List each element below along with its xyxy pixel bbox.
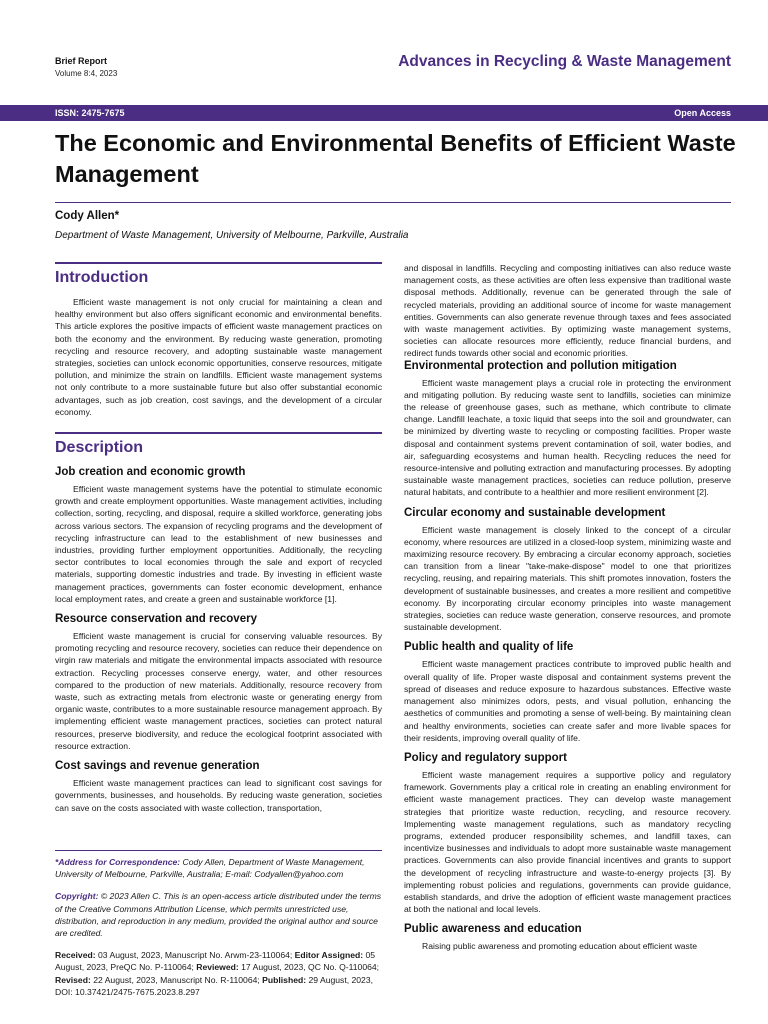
copyright-label: Copyright: [55, 891, 99, 902]
left-column [55, 262, 382, 814]
correspondence-note [55, 856, 382, 880]
volume-info: Volume 8:4, 2023 [55, 69, 118, 78]
editor-label: Editor Assigned: [294, 950, 364, 961]
job-text: Efficient waste management systems have the potential to stimulate economic growth and create employment opportunities. Waste management activities, including collection, sorting, recycling, and disposal, require a skilled workforce, generating jobs across various sectors. The expansion of recycling programs and the development of recycling infrastructure can lead to the establishment of new businesses and industries, providing further employment opportunities. Additionally, the recycling sector contributes to local economies through the sale and export of recycled materials, supporting domestic industries and trade. By investing in efficient waste management practices, governments can foster economic development, enhance local employment rates, and create a green and sustainable workforce [1]. [55, 484, 382, 604]
reviewed-text: 17 August, 2023, QC No. Q-110064; [238, 962, 380, 973]
resource-text: Efficient waste management is crucial for conserving valuable resources. By promoting recycling and resource recovery, societies can reduce their dependence on virgin raw materials and mitigate the environmental impacts associated with resource extraction. Recycling processes conserve energy, water, and other resources compared to the production of new materials. Additionally, resource recovery from waste, such as extracting metals from electronic waste or generating energy from organic waste, contributes to a more sustainable resource management approach. By implementing efficient waste management practices, societies can protect natural resources, preserve biodiversity, and reduce the ecological footprint associated with resource extraction. [55, 631, 382, 751]
header-left [55, 56, 117, 78]
introduction-text: Efficient waste management is not only crucial for maintaining a clean and healthy environment but also offers significant economic and environmental benefits. This article explores the positive impacts of efficient waste management practices on both the economy and the environment. By reducing waste generation, promoting recycling and resource recovery, and adopting sustainable waste management strategies, societies can unlock economic opportunities, conserve resources, mitigate pollution, and minimize the strain on landfills. Efficient waste management systems not only contribute to a more sustainable future but also offer substantial economic advantages, such as job creation, cost savings, and the development of a circular economy. [55, 297, 382, 417]
footnotes [55, 850, 382, 998]
policy-text: Efficient waste management requires a supportive policy and regulatory framework. Governments play a critical role in creating an enabling environment for efficient waste management practices. They can develop waste management strategies that prioritize waste reduction, recycling, and resource recovery. Implementing waste management regulations, such as mandatory recycling programs, extended producer responsibility schemes, and landfill taxes, can incentivize businesses and individuals to adopt more sustainable waste management practices. Governments can also provide financial incentives and grants to support the development of recycling infrastructure and waste-to-energy projects [3]. By implementing robust policies and regulations, governments can provide guidance, establish standards, and drive the adoption of efficient waste management practices at both the national and local levels. [404, 769, 731, 915]
copyright-note [55, 890, 382, 939]
editor-text: 05 August, 2023, PreQC No. P-110064; [55, 950, 376, 973]
revised-text: 22 August, 2023, Manuscript No. R-110064; [90, 974, 263, 985]
circular-heading: Circular economy and sustainable development [404, 506, 666, 519]
journal-name: Advances in Recycling & Waste Management [398, 53, 731, 70]
author-name: Cody Allen* [55, 210, 120, 222]
dates-note [55, 949, 382, 998]
cost-heading: Cost savings and revenue generation [55, 760, 260, 773]
copyright-text: © 2023 Allen C. This is an open-access article distributed under the terms of the Creative Commons Attribution License, which permits unrestricted use, distribution, and reproduction in any medium, provided the original author and source are credited. [55, 891, 382, 939]
cost-text-continued: and disposal in landfills. Recycling and composting initiatives can also reduce waste management costs, as these activities are often less expensive than traditional waste disposal methods. Additionally, revenue can be generated through the sale of recycled materials, providing an additional source of income for waste management entities. Governments can also generate revenue through taxes and fees associated with waste management activities. By optimizing waste management systems, societies can allocate resources more efficiently, reduce financial burdens, and redirect funds towards other social and economic priorities. [404, 263, 731, 359]
job-heading: Job creation and economic growth [55, 466, 246, 479]
correspondence-text: Cody Allen, Department of Waste Management, University of Melbourne, Parkville, Australia; E-mail: Codyallen@yahoo.com [55, 857, 365, 880]
cost-text-start: Efficient waste management practices can lead to significant cost savings for governments, businesses, and households. By reducing waste generation, societies can save on the costs associated with waste collection, transportation, [55, 778, 382, 813]
introduction-heading: Introduction [55, 262, 382, 287]
reviewed-label: Reviewed: [196, 962, 239, 973]
published-label: Published: [262, 974, 307, 985]
health-text: Efficient waste management practices contribute to improved public health and overall quality of life. Proper waste disposal and containment systems prevent the spread of diseases and reduce exposure to hazardous substances. Effective waste management also minimizes odors, pests, and visual pollution, enhancing the aesthetics of communities and promoting a sense of well-being. By maintaining clean and healthy environments, societies can create safer and more livable spaces for their residents, improving overall quality of life. [404, 659, 731, 743]
awareness-text: Raising public awareness and promoting education about efficient waste [422, 941, 698, 952]
received-label: Received: [55, 950, 96, 961]
correspondence-label: *Address for Correspondence: [55, 857, 181, 867]
right-column [404, 262, 731, 953]
issn-band [0, 105, 768, 121]
circular-text: Efficient waste management is closely linked to the concept of a circular economy, where resources are utilized in a closed-loop system, minimizing waste and maximizing resource recovery. By embracing a circular economy approach, societies can transition from a linear "take-make-dispose" model to one that prioritizes recycling, reusing, and repairing materials. This shift promotes innovation, fosters the development of sustainable businesses, and creates a more resilient and competitive economy. By incorporating circular economy principles into waste management strategies, societies can reduce waste generation, conserve resources, and promote sustainable development. [404, 524, 731, 633]
environment-text: Efficient waste management plays a crucial role in protecting the environment and mitigating pollution. By reducing waste sent to landfills, societies can minimize the release of greenhouse gases, such as methane, which contribute to climate change. Landfill leachate, a toxic liquid that seeps into the soil and groundwater, can be minimized by diverting waste to recycling or composting facilities. Proper waste disposal and containment systems prevent contamination of soil, water bodies, and air, safeguarding ecosystems and human health. Recycling reduces the need for resource-intensive and polluting extraction and manufacturing processes. By adopting sustainable waste management practices, societies can reduce pollution, preserve natural habitats, and contribute to a healthier and more resilient environment [2]. [404, 377, 731, 498]
awareness-heading: Public awareness and education [404, 923, 582, 936]
received-text: 03 August, 2023, Manuscript No. Arwm-23-110064; [95, 950, 295, 961]
open-access-label: Open Access [674, 108, 731, 118]
description-heading: Description [55, 432, 382, 457]
author-affiliation: Department of Waste Management, University of Melbourne, Parkville, Australia [55, 230, 409, 241]
resource-heading: Resource conservation and recovery [55, 613, 257, 626]
environment-heading: Environmental protection and pollution mitigation [404, 359, 677, 372]
health-heading: Public health and quality of life [404, 641, 574, 654]
article-type: Brief Report [55, 56, 108, 66]
title-divider [55, 202, 731, 203]
article-title: The Economic and Environmental Benefits of Efficient Waste Management [55, 130, 736, 187]
policy-heading: Policy and regulatory support [404, 751, 567, 764]
published-text: 29 August, 2023, DOI: 10.37421/2475-7675.2023.8.297 [55, 974, 374, 997]
revised-label: Revised: [55, 974, 91, 985]
issn: ISSN: 2475-7675 [55, 108, 125, 118]
